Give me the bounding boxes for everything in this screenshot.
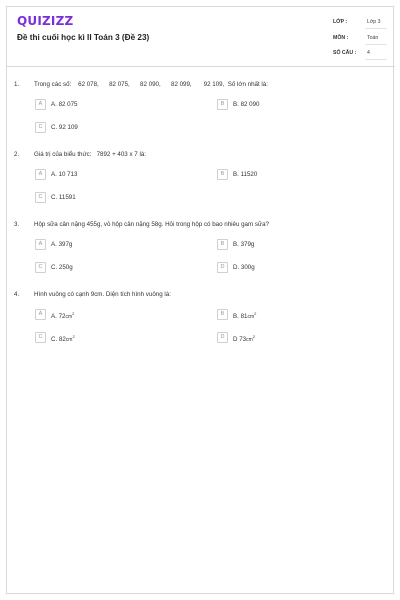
option-text: A. 82 075 (51, 101, 78, 108)
option-c[interactable] (35, 192, 155, 204)
option-text: C. 11591 (51, 194, 76, 201)
option-a[interactable] (35, 309, 155, 321)
option-text: A. 10 713 (51, 171, 78, 178)
option-d[interactable] (217, 332, 337, 344)
option-c[interactable] (35, 122, 155, 134)
question-number: 2. (14, 151, 20, 158)
option-letter-box: B (217, 99, 228, 110)
option-c[interactable] (35, 262, 155, 274)
option-a[interactable] (35, 169, 155, 181)
option-unit: cm (65, 337, 73, 344)
question-text: Hình vuông có cạnh 9cm. Diện tích hình vuông là: (34, 291, 171, 298)
option-exponent: 2 (72, 334, 75, 339)
option-value: B. 81 (233, 313, 248, 321)
option-value: C. 82 (51, 336, 66, 344)
option-text: B. 11520 (233, 171, 258, 178)
option-letter-box: D (217, 262, 228, 273)
option-letter-box: D (217, 332, 228, 343)
option-letter-box: A (35, 99, 46, 110)
option-letter-box: C (35, 192, 46, 203)
question-4 (7, 291, 395, 351)
option-b[interactable] (217, 239, 337, 251)
question-number: 3. (14, 221, 20, 228)
meta-underline (365, 59, 387, 60)
option-text: B. 82 090 (233, 101, 260, 108)
meta-value: Toán (367, 35, 379, 41)
meta-label: LỚP : (333, 19, 348, 25)
meta-value: 4 (367, 50, 370, 56)
option-d[interactable] (217, 262, 337, 274)
option-value: A. 72 (51, 313, 66, 321)
option-text: C. 250g (51, 264, 73, 271)
meta-label: MÔN : (333, 35, 349, 41)
meta-underline (365, 28, 387, 29)
option-letter-box: C (35, 332, 46, 343)
option-text: B. 379g (233, 241, 255, 248)
meta-subject (333, 33, 389, 47)
question-text: Giá trị của biểu thức: 7892 + 403 x 7 là: (34, 151, 146, 158)
option-a[interactable] (35, 239, 155, 251)
quizizz-logo: QUIZIZZ (17, 14, 74, 28)
question-number: 1. (14, 81, 20, 88)
option-text: A. 397g (51, 241, 73, 248)
page-title: Đề thi cuối học kì II Toán 3 (Đề 23) (17, 33, 150, 42)
question-number: 4. (14, 291, 20, 298)
option-unit: cm (246, 337, 253, 344)
option-letter-box: A (35, 239, 46, 250)
option-exponent: 2 (254, 311, 257, 316)
option-text (51, 334, 75, 343)
option-exponent: 2 (72, 311, 75, 316)
option-c[interactable] (35, 332, 155, 344)
option-letter-box: C (35, 262, 46, 273)
option-exponent: 2 (252, 334, 255, 339)
option-letter-box: C (35, 122, 46, 133)
option-text: C. 92 109 (51, 124, 78, 131)
meta-class (333, 17, 389, 31)
option-unit: cm (65, 314, 73, 321)
option-text (233, 334, 255, 343)
option-letter-box: A (35, 169, 46, 180)
option-b[interactable] (217, 309, 337, 321)
option-b[interactable] (217, 99, 337, 111)
question-text: Hộp sữa cân nặng 455g, vỏ hộp cân nặng 58g. Hỏi trong hộp có bao nhiêu gam sữa? (34, 221, 269, 228)
option-letter-box: B (217, 239, 228, 250)
option-b[interactable] (217, 169, 337, 181)
option-text (233, 311, 256, 320)
meta-value: Lớp 3 (367, 19, 381, 25)
option-value: D 73 (233, 336, 247, 344)
option-text (51, 311, 74, 320)
question-2 (7, 151, 395, 211)
meta-label: SỐ CÂU : (333, 50, 357, 56)
worksheet (6, 6, 394, 594)
option-text: D. 300g (233, 264, 255, 271)
question-1 (7, 81, 395, 141)
question-3 (7, 221, 395, 281)
worksheet-header (7, 7, 395, 67)
option-unit: cm (247, 314, 255, 321)
option-letter-box: A (35, 309, 46, 320)
option-letter-box: B (217, 169, 228, 180)
question-text: Trong các số: 62 078, 82 075, 82 090, 82 099, 92 109, Số lớn nhất là: (34, 81, 268, 88)
meta-question-count (333, 48, 389, 62)
option-letter-box: B (217, 309, 228, 320)
option-a[interactable] (35, 99, 155, 111)
meta-underline (365, 44, 387, 45)
